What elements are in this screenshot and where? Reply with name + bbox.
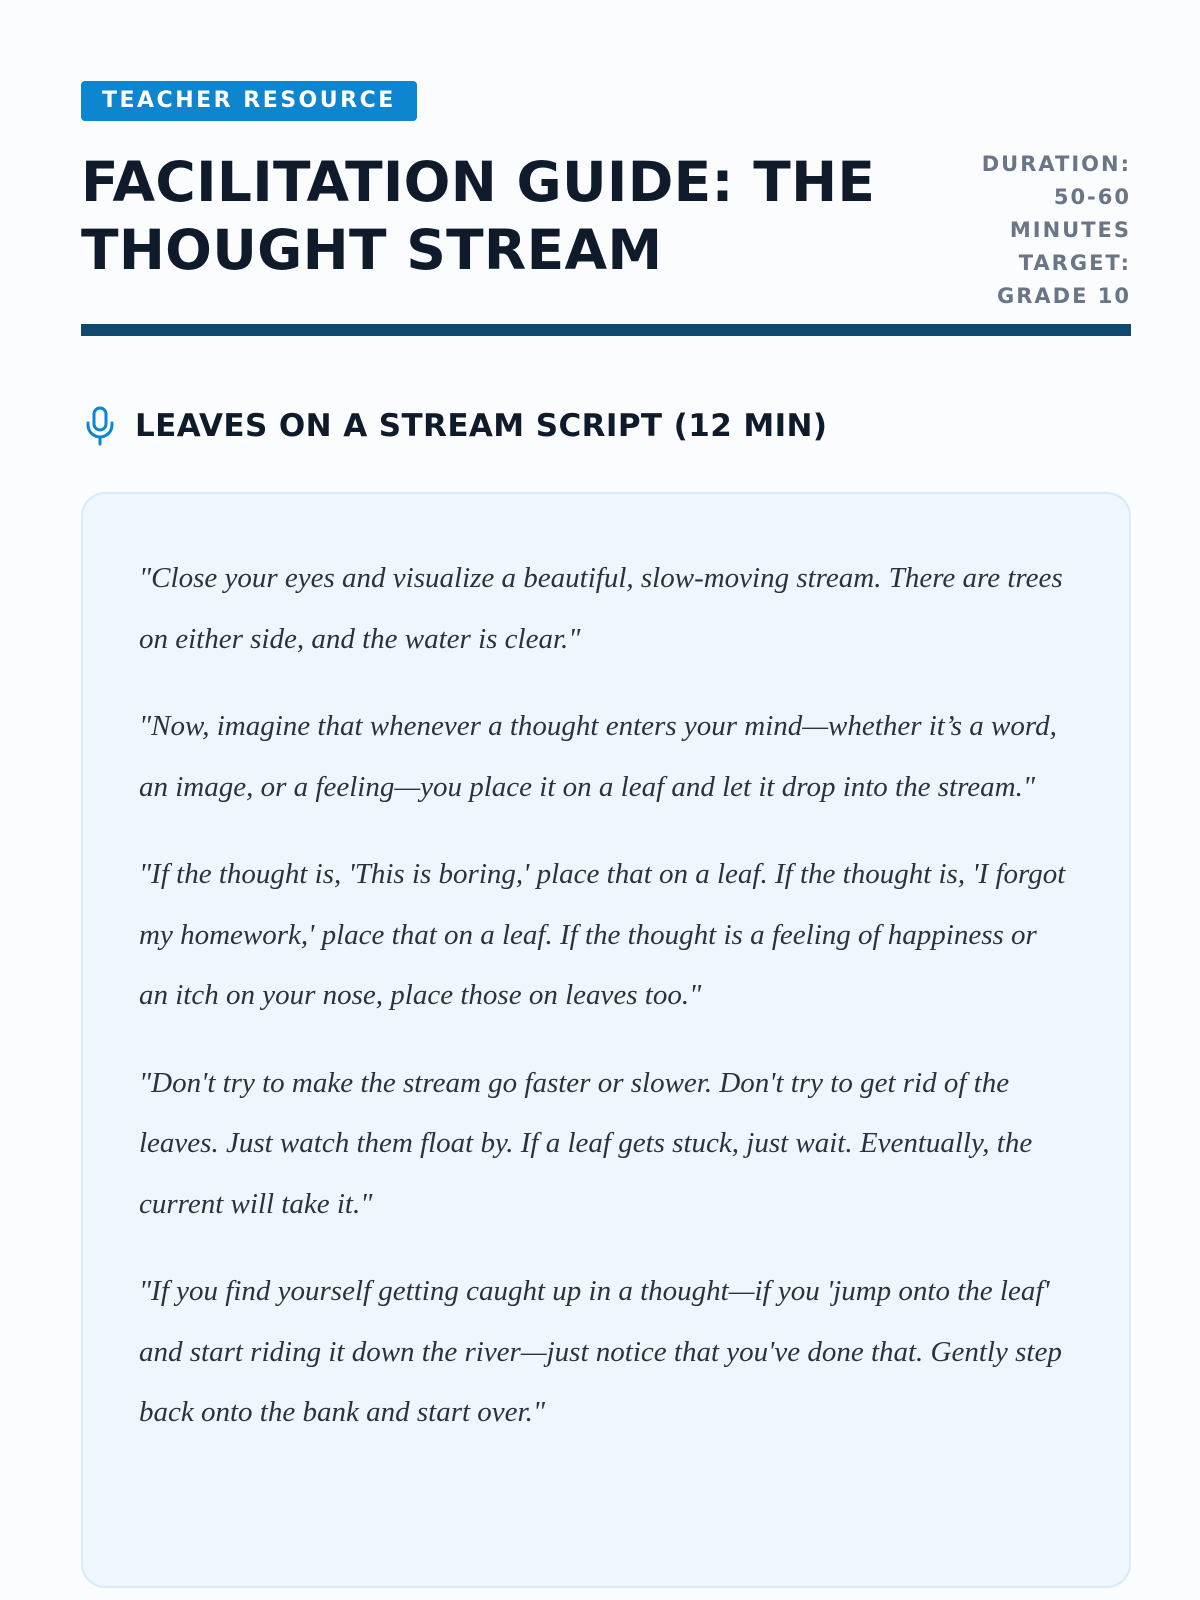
script-box xyxy=(81,492,1131,1588)
section-title: LEAVES ON A STREAM SCRIPT (12 MIN) xyxy=(135,408,828,444)
header-divider xyxy=(81,324,1131,336)
script-paragraph: "Don't try to make the stream go faster or slower. Don't try to get rid of the leaves. Just watch them float by. If a leaf gets stuck, just wait. Eventually, the current will take it." xyxy=(139,1066,1033,1220)
lesson-meta xyxy=(931,148,1131,313)
resource-badge: TEACHER RESOURCE xyxy=(81,81,417,121)
duration-label: DURATION: 50-60 MINUTES xyxy=(981,152,1131,242)
script-paragraph: "Close your eyes and visualize a beautiful, slow-moving stream. There are trees on either side, and the water is clear." xyxy=(139,562,1063,655)
facilitation-guide-page xyxy=(81,0,1131,1600)
microphone-icon xyxy=(81,404,119,448)
page-title: FACILITATION GUIDE: THE THOUGHT STREAM xyxy=(81,150,876,282)
script-paragraph: "If you find yourself getting caught up in a thought—if you 'jump onto the leaf' and start riding it down the river—just notice that you've done that. Gently step back onto the bank and start over." xyxy=(139,1275,1062,1428)
target-label: TARGET: GRADE 10 xyxy=(997,251,1131,308)
section-header xyxy=(81,404,827,448)
script-paragraph: "Now, imagine that whenever a thought enters your mind—whether it’s a word, an image, or a feeling—you place it on a leaf and let it drop into the stream." xyxy=(139,710,1057,803)
script-paragraph: "If the thought is, 'This is boring,' place that on a leaf. If the thought is, 'I forgot my homework,' place that on a leaf. If the thought is a feeling of happiness or an itch on your nose, place those on leaves too." xyxy=(139,858,1066,1011)
